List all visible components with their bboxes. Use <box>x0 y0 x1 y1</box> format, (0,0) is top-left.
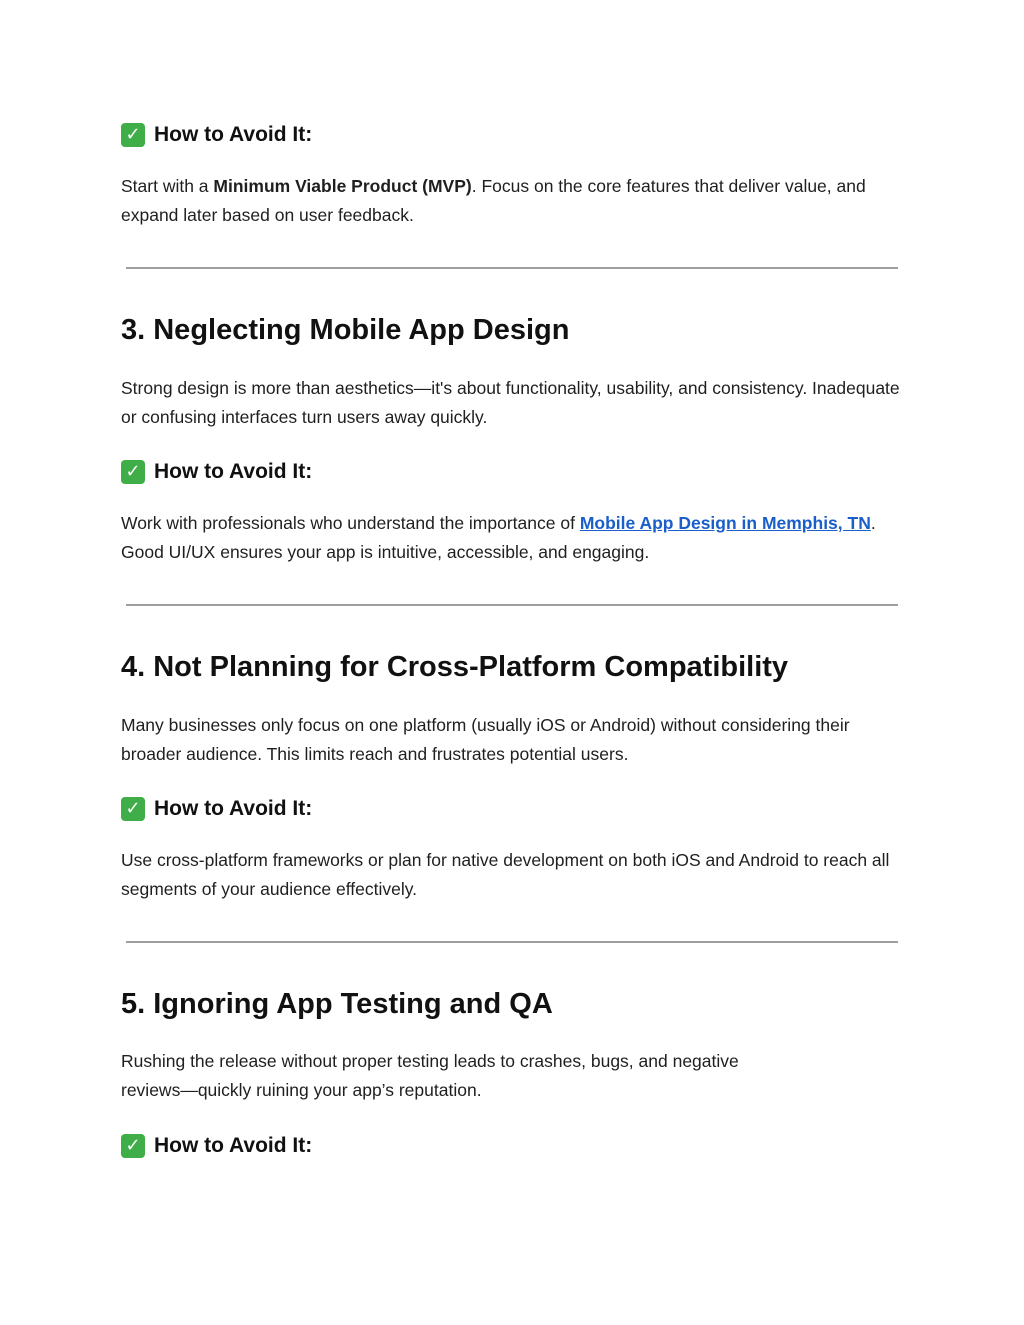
how-to-avoid-heading <box>121 1132 901 1160</box>
paragraph <box>121 172 901 230</box>
check-mark-icon: ✓ <box>121 460 145 484</box>
how-to-avoid-heading <box>121 795 901 823</box>
paragraph: Many businesses only focus on one platform (usually iOS or Android) without considering their broader audience. This limits reach and frustrates potential users. <box>121 715 850 764</box>
paragraph <box>121 509 901 567</box>
horizontal-rule <box>126 941 898 943</box>
paragraph-text: Start with a <box>121 176 214 196</box>
paragraph: Rushing the release without proper testing leads to crashes, bugs, and negative reviews—quickly ruining your app’s reputation. <box>121 1051 739 1100</box>
section-title: 5. Ignoring App Testing and QA <box>121 988 553 1020</box>
bold-text-mvp: Minimum Viable Product (MVP) <box>213 176 472 196</box>
how-to-avoid-heading <box>121 121 901 149</box>
check-mark-icon: ✓ <box>121 1134 145 1158</box>
check-mark-icon: ✓ <box>121 797 145 821</box>
mobile-app-design-link[interactable]: Mobile App Design in Memphis, TN <box>579 513 871 533</box>
check-mark-icon: ✓ <box>121 123 145 147</box>
how-to-avoid-heading <box>121 458 901 486</box>
paragraph-text: . Good UI/UX ensures your app is intuitive, accessible, and engaging. <box>121 513 876 562</box>
paragraph-text: Work with professionals who understand the importance of <box>121 513 580 533</box>
heading-text: How to Avoid It: <box>154 797 313 820</box>
paragraph: Strong design is more than aesthetics—it's about functionality, usability, and consistency. Inadequate or confusing interfaces turn users away quickly. <box>121 378 900 427</box>
paragraph: Use cross-platform frameworks or plan for native development on both iOS and Android to reach all segments of your audience effectively. <box>121 850 890 899</box>
section-title: 3. Neglecting Mobile App Design <box>121 314 570 346</box>
horizontal-rule <box>126 604 898 606</box>
section-title: 4. Not Planning for Cross-Platform Compatibility <box>121 651 789 683</box>
heading-text: How to Avoid It: <box>154 460 313 483</box>
paragraph-text: . Focus on the core features that deliver value, and expand later based on user feedback. <box>121 176 866 225</box>
heading-text: How to Avoid It: <box>154 1134 313 1157</box>
horizontal-rule <box>126 267 898 269</box>
heading-text: How to Avoid It: <box>154 123 313 146</box>
